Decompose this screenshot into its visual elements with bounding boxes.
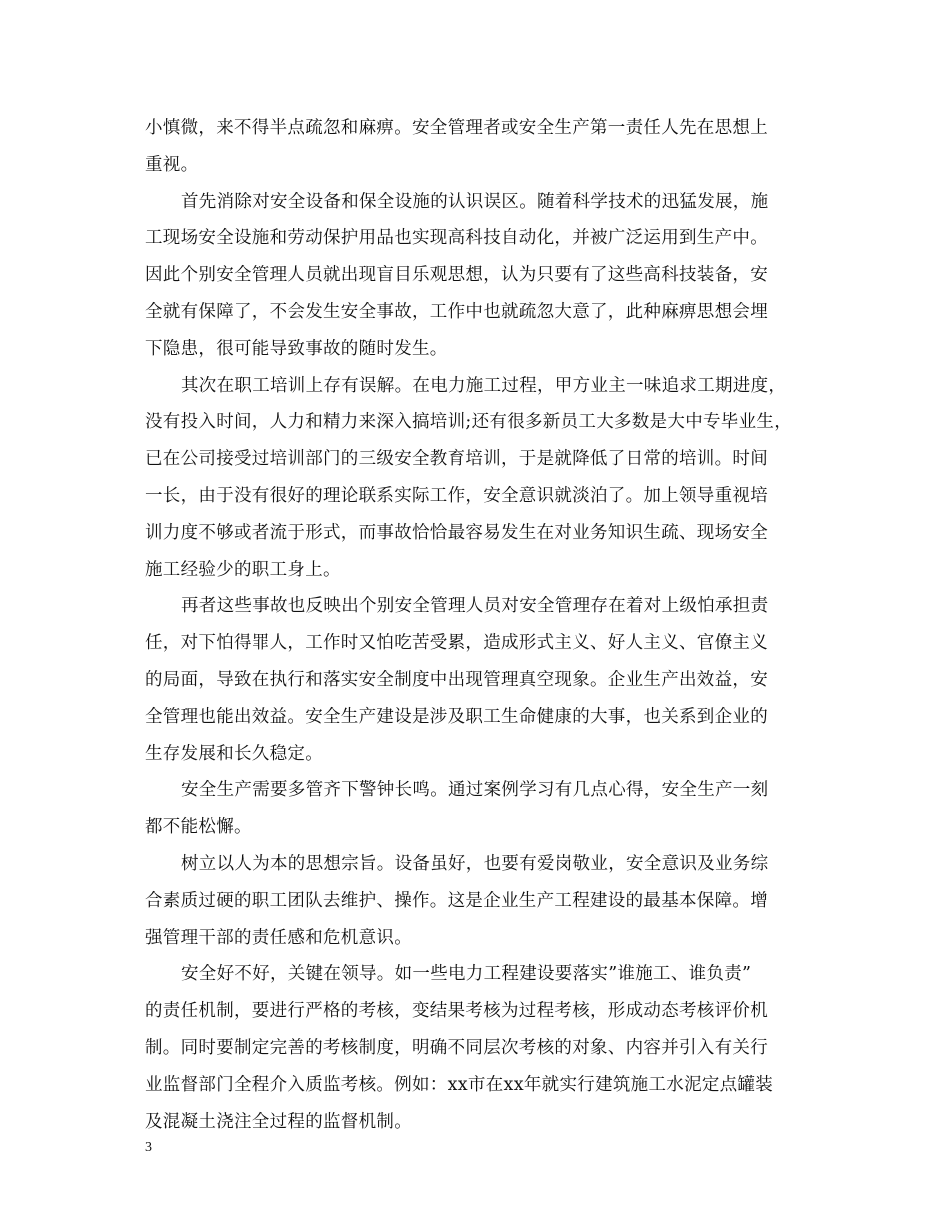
text-line: 下隐患，很可能导致事故的随时发生。 [145, 338, 448, 359]
paragraph-2 [145, 184, 807, 368]
text-line: 其次在职工培训上存有误解。在电力施工过程，甲方业主一味追求工期进度， [181, 375, 787, 396]
text-line: 再者这些事故也反映出个别安全管理人员对安全管理存在着对上级怕承担责 [181, 596, 769, 617]
text-line: 全就有保障了，不会发生安全事故，工作中也就疏忽大意了，此种麻痹思想会埋 [145, 301, 768, 322]
text-line: 一长，由于没有很好的理论联系实际工作，安全意识就淡泊了。加上领导重视培 [145, 485, 768, 506]
text-line: 重视。 [145, 154, 199, 175]
text-line: 安全好不好，关键在领导。如一些电力工程建设要落实”谁施工、谁负责” [181, 964, 752, 985]
text-line: 生存发展和长久稳定。 [145, 743, 323, 764]
text-line: 制。同时要制定完善的考核制度，明确不同层次考核的对象、内容并引入有关行 [145, 1037, 768, 1058]
text-line: 任，对下怕得罪人，工作时又怕吃苦受累，造成形式主义、好人主义、官僚主义 [145, 633, 768, 654]
text-line: 因此个别安全管理人员就出现盲目乐观思想，认为只要有了这些高科技装备，安 [145, 265, 768, 286]
text-line: 首先消除对安全设备和保全设施的认识误区。随着科学技术的迅猛发展，施 [181, 191, 769, 212]
text-line: 都不能松懈。 [145, 817, 252, 838]
paragraph-5 [145, 772, 807, 846]
text-line: 工现场安全设施和劳动保护用品也实现高科技自动化，并被广泛运用到生产中。 [145, 228, 768, 249]
page-number: 3 [145, 1140, 152, 1155]
text-line: 的局面，导致在执行和落实安全制度中出现管理真空现象。企业生产出效益，安 [145, 669, 768, 690]
paragraph-4 [145, 588, 807, 772]
text-line: 及混凝土浇注全过程的监督机制。 [145, 1111, 412, 1132]
text-line: 的责任机制，要进行严格的考核，变结果考核为过程考核，形成动态考核评价机 [145, 1001, 768, 1022]
text-line: 树立以人为本的思想宗旨。设备虽好，也要有爱岗敬业，安全意识及业务综 [181, 853, 769, 874]
paragraph-6 [145, 846, 807, 956]
paragraph-3 [145, 368, 807, 589]
text-line: 施工经验少的职工身上。 [145, 559, 341, 580]
text-line: 强管理干部的责任感和危机意识。 [145, 927, 412, 948]
text-line: 合素质过硬的职工团队去维护、操作。这是企业生产工程建设的最基本保障。增 [145, 890, 768, 911]
text-line: 全管理也能出效益。安全生产建设是涉及职工生命健康的大事，也关系到企业的 [145, 706, 768, 727]
document-body [145, 110, 807, 1140]
text-line: 已在公司接受过培训部门的三级安全教育培训，于是就降低了日常的培训。时间 [145, 449, 768, 470]
text-line: 没有投入时间，人力和精力来深入搞培训;还有很多新员工大多数是大中专毕业生， [145, 412, 792, 433]
text-line: 业监督部门全程介入质监考核。例如：xx市在xx年就实行建筑施工水泥定点罐装 [145, 1074, 774, 1095]
paragraph-7 [145, 956, 807, 1140]
text-line: 训力度不够或者流于形式，而事故恰恰最容易发生在对业务知识生疏、现场安全 [145, 522, 768, 543]
text-line: 安全生产需要多管齐下警钟长鸣。通过案例学习有几点心得，安全生产一刻 [181, 780, 769, 801]
text-line: 小慎微，来不得半点疏忽和麻痹。安全管理者或安全生产第一责任人先在思想上 [145, 118, 768, 138]
paragraph-1 [145, 110, 807, 184]
